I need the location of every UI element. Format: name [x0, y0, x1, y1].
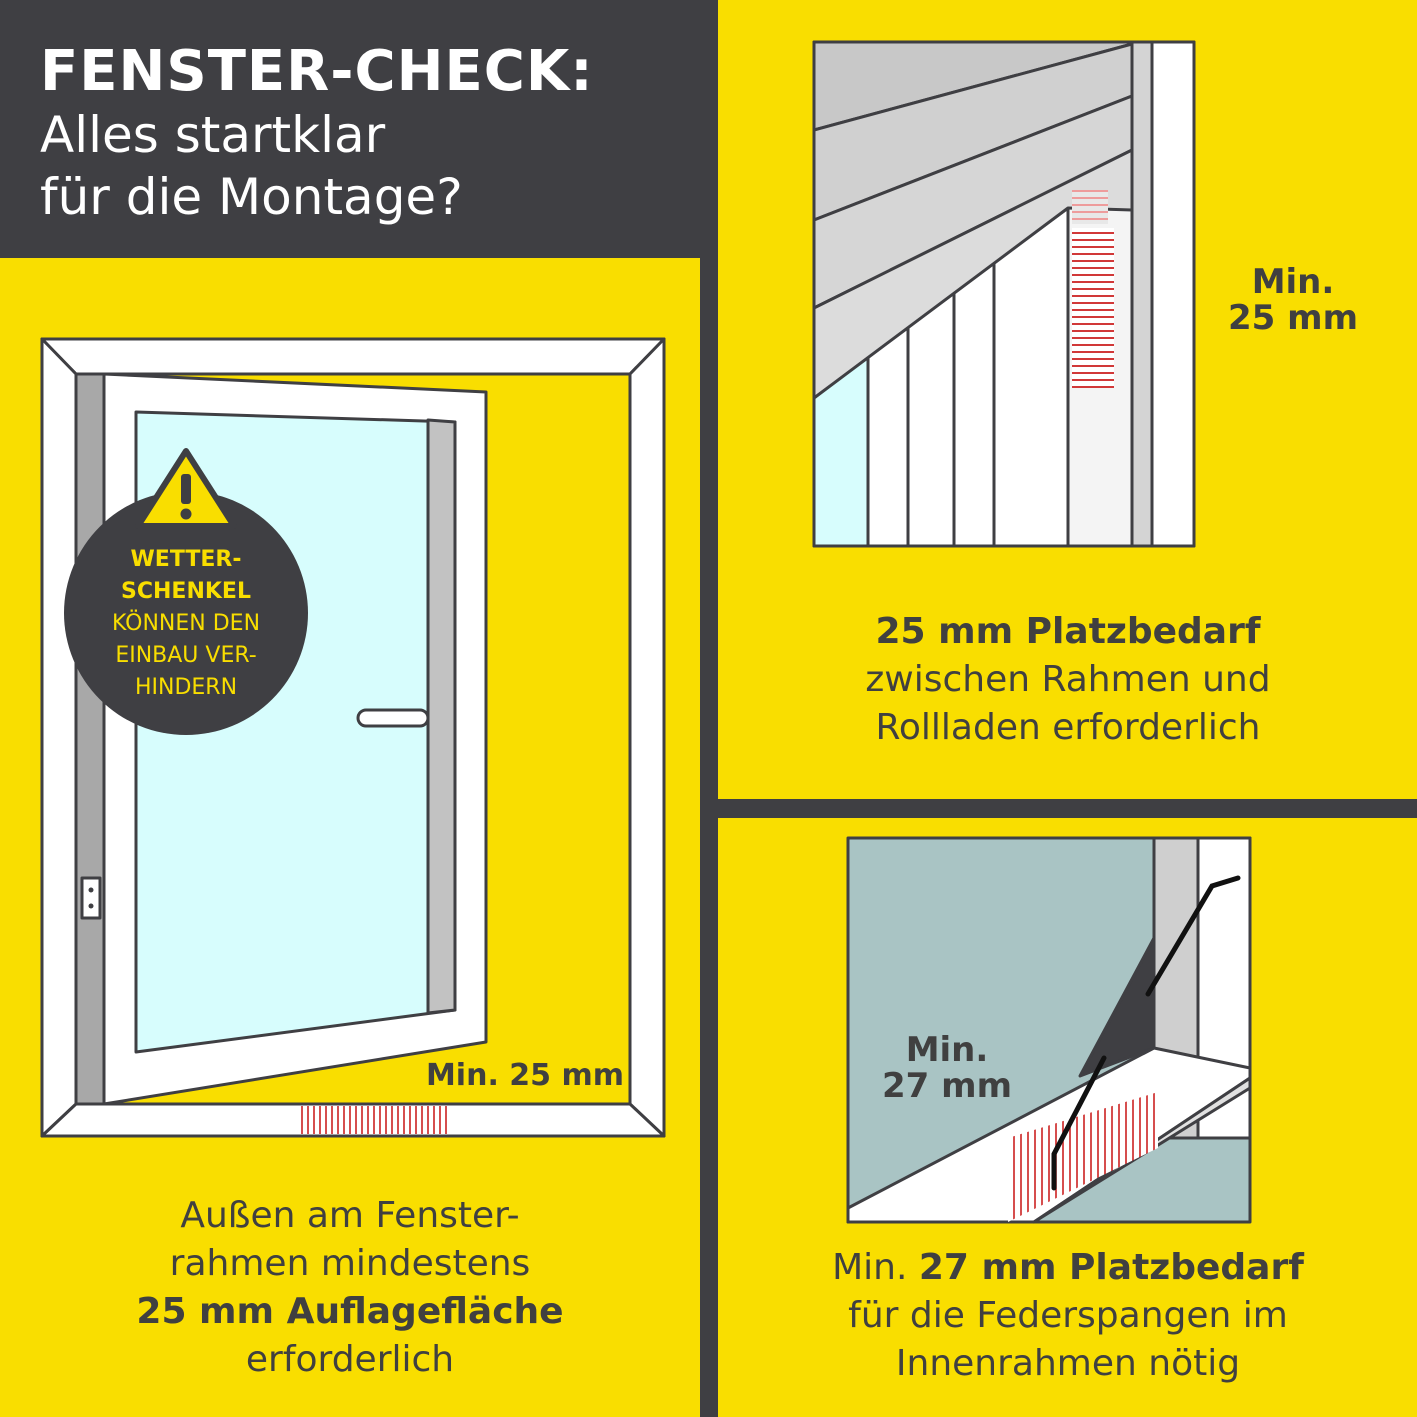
warning-line1: WETTER- — [130, 547, 242, 572]
top-right-panel — [718, 0, 1417, 799]
warning-line2: SCHENKEL — [121, 579, 251, 604]
page-subtitle-line1: Alles startklar — [40, 106, 386, 164]
measure-tr-line1: Min. — [1251, 262, 1335, 302]
caption-left-line2: rahmen mindestens — [169, 1243, 531, 1284]
measure-label-left: Min. 25 mm — [425, 1058, 624, 1093]
caption-tr-line1: 25 mm Platzbedarf — [875, 611, 1261, 652]
bottom-right-panel — [718, 818, 1417, 1417]
warning-line5: HINDERN — [134, 675, 238, 700]
header — [40, 40, 594, 228]
caption-left-line3: 25 mm Auflagefläche — [136, 1291, 564, 1332]
caption-left — [40, 1192, 660, 1384]
caption-br-prefix: Min. — [832, 1247, 919, 1288]
caption-br-line3: Innenrahmen nötig — [895, 1343, 1241, 1384]
hatch-faded — [1072, 190, 1108, 224]
caption-tr-line3: Rollladen erforderlich — [875, 707, 1261, 748]
left-panel — [0, 258, 700, 1417]
clearance-area-hatch — [1072, 228, 1114, 388]
caption-left-line1: Außen am Fenster- — [180, 1195, 520, 1236]
caption-tr-line2: zwischen Rahmen und — [865, 659, 1271, 700]
measure-label-bottom-right — [872, 1032, 1022, 1104]
caption-br-bold: 27 mm Platzbedarf — [918, 1247, 1304, 1288]
warning-text — [64, 544, 308, 704]
page-subtitle-line2: für die Montage? — [40, 168, 463, 226]
caption-br-line1 — [742, 1244, 1394, 1292]
measure-br-line1: Min. — [905, 1030, 989, 1070]
measure-label-top-right — [1218, 264, 1368, 336]
caption-top-right — [748, 608, 1388, 752]
caption-br-line2: für die Federspangen im — [848, 1295, 1288, 1336]
page-title: FENSTER-CHECK: — [40, 39, 594, 104]
measure-br-line2: 27 mm — [881, 1066, 1012, 1106]
caption-left-line4: erforderlich — [245, 1339, 455, 1380]
caption-bottom-right — [742, 1244, 1394, 1388]
warning-line4: EINBAU VER- — [115, 643, 257, 668]
warning-line3: KÖNNEN DEN — [111, 611, 261, 636]
measure-tr-line2: 25 mm — [1227, 298, 1358, 338]
contact-area-hatch — [298, 1106, 450, 1134]
